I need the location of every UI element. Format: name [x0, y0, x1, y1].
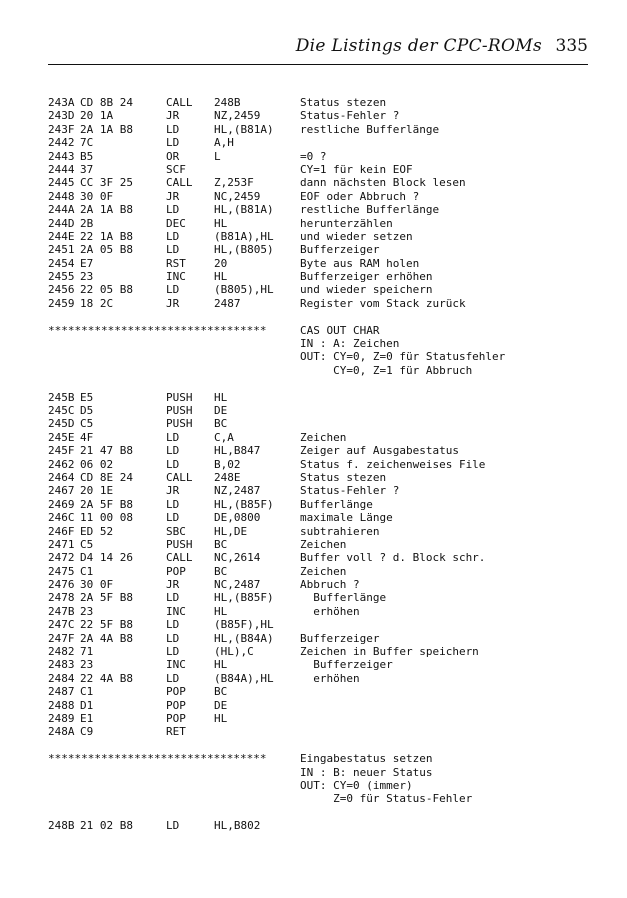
operand: NZ,2459 [214, 109, 261, 123]
mnemonic: LD [166, 122, 180, 136]
mnemonic: LD [166, 511, 180, 525]
mnemonic: LD [166, 136, 180, 150]
address: 2454 [48, 256, 75, 270]
mnemonic: RET [166, 725, 186, 739]
code-line [48, 565, 608, 578]
operand: NC,2459 [214, 189, 261, 203]
address: 245C [48, 403, 75, 417]
address: 248A [48, 725, 75, 739]
opcode-bytes: 21 47 B8 [80, 444, 133, 458]
code-line [48, 136, 608, 149]
operand: 2487 [214, 296, 241, 310]
mnemonic: LD [166, 819, 180, 833]
operand: DE,0800 [214, 511, 261, 525]
code-line [48, 96, 608, 109]
operand: BC [214, 564, 228, 578]
comment: dann nächsten Block lesen [300, 176, 466, 190]
code-line [48, 578, 608, 591]
code-line [48, 498, 608, 511]
operand: HL,B847 [214, 444, 261, 458]
heading-text: CY=0, Z=1 für Abbruch [300, 363, 473, 377]
mnemonic: LD [166, 243, 180, 257]
operand: HL [214, 216, 228, 230]
routine-description [48, 766, 608, 779]
page-number: 335 [555, 36, 588, 56]
mnemonic: POP [166, 564, 186, 578]
opcode-bytes: 2A 1A B8 [80, 203, 133, 217]
address: 2467 [48, 484, 75, 498]
operand: C,A [214, 430, 234, 444]
address: 244D [48, 216, 75, 230]
opcode-bytes: 2A 4A B8 [80, 631, 133, 645]
code-line [48, 511, 608, 524]
code-line [48, 176, 608, 189]
heading-text: OUT: CY=0, Z=0 für Statusfehler [300, 350, 506, 364]
address: 2462 [48, 457, 75, 471]
mnemonic: JR [166, 484, 180, 498]
opcode-bytes: 4F [80, 430, 94, 444]
address: 2488 [48, 698, 75, 712]
opcode-bytes: D4 14 26 [80, 551, 133, 565]
mnemonic: CALL [166, 176, 193, 190]
operand: BC [214, 417, 228, 431]
address: 247F [48, 631, 75, 645]
comment: und wieder speichern [300, 283, 433, 297]
operand: HL,(B805) [214, 243, 274, 257]
address: 2471 [48, 537, 75, 551]
comment: Zeichen [300, 537, 347, 551]
opcode-bytes: C5 [80, 537, 94, 551]
operand: NZ,2487 [214, 484, 261, 498]
address: 2448 [48, 189, 75, 203]
comment: Register vom Stack zurück [300, 296, 466, 310]
comment: Status stezen [300, 470, 387, 484]
mnemonic: JR [166, 109, 180, 123]
spacer [48, 310, 608, 323]
address: 2455 [48, 270, 75, 284]
comment: erhöhen [300, 671, 360, 685]
opcode-bytes: 21 02 B8 [80, 819, 133, 833]
opcode-bytes: 23 [80, 658, 94, 672]
operand: DE [214, 403, 228, 417]
opcode-bytes: 20 1E [80, 484, 114, 498]
operand: HL,(B84A) [214, 631, 274, 645]
comment: Bufferzeiger erhöhen [300, 270, 433, 284]
heading-text: IN : A: Zeichen [300, 337, 400, 351]
mnemonic: LD [166, 430, 180, 444]
opcode-bytes: CC 3F 25 [80, 176, 133, 190]
code-line [48, 391, 608, 404]
code-line [48, 458, 608, 471]
mnemonic: LD [166, 229, 180, 243]
comment: =0 ? [300, 149, 327, 163]
opcode-bytes: 20 1A [80, 109, 114, 123]
mnemonic: POP [166, 711, 186, 725]
heading-text: Z=0 für Status-Fehler [300, 792, 473, 806]
code-line [48, 404, 608, 417]
operand: A,H [214, 136, 234, 150]
address: 2444 [48, 162, 75, 176]
code-line [48, 123, 608, 136]
comment: Byte aus RAM holen [300, 256, 420, 270]
comment: Zeichen in Buffer speichern [300, 645, 479, 659]
operand: BC [214, 537, 228, 551]
mnemonic: PUSH [166, 403, 193, 417]
routine-heading [48, 752, 608, 765]
routine-description [48, 779, 608, 792]
comment: restliche Bufferlänge [300, 122, 440, 136]
code-line [48, 819, 608, 832]
operand: HL,B802 [214, 819, 261, 833]
opcode-bytes: ED 52 [80, 524, 114, 538]
code-line [48, 431, 608, 444]
address: 243D [48, 109, 75, 123]
operand: L [214, 149, 221, 163]
address: 243A [48, 96, 75, 109]
opcode-bytes: 71 [80, 645, 94, 659]
address: 2442 [48, 136, 75, 150]
address: 2456 [48, 283, 75, 297]
mnemonic: PUSH [166, 537, 193, 551]
opcode-bytes: 2A 5F B8 [80, 497, 133, 511]
comment: Status-Fehler ? [300, 484, 400, 498]
operand: B,02 [214, 457, 241, 471]
operand: HL [214, 658, 228, 672]
spacer [48, 377, 608, 390]
mnemonic: LD [166, 497, 180, 511]
heading-text: OUT: CY=0 (immer) [300, 778, 413, 792]
opcode-bytes: D5 [80, 403, 94, 417]
code-line [48, 699, 608, 712]
mnemonic: LD [166, 591, 180, 605]
address: 245D [48, 417, 75, 431]
opcode-bytes: 06 02 [80, 457, 114, 471]
comment: und wieder setzen [300, 229, 413, 243]
code-line [48, 672, 608, 685]
opcode-bytes: 23 [80, 604, 94, 618]
comment: Status-Fehler ? [300, 109, 400, 123]
code-line [48, 618, 608, 631]
code-line [48, 190, 608, 203]
opcode-bytes: E7 [80, 256, 94, 270]
comment: Zeichen [300, 564, 347, 578]
address: 2478 [48, 591, 75, 605]
mnemonic: JR [166, 189, 180, 203]
mnemonic: PUSH [166, 417, 193, 431]
assembly-listing [48, 96, 608, 832]
mnemonic: LD [166, 671, 180, 685]
address: 2482 [48, 645, 75, 659]
opcode-bytes: C5 [80, 417, 94, 431]
operand: HL [214, 711, 228, 725]
heading-text: Eingabestatus setzen [300, 752, 433, 766]
comment: EOF oder Abbruch ? [300, 189, 420, 203]
comment: maximale Länge [300, 511, 393, 525]
opcode-bytes: 22 05 B8 [80, 283, 133, 297]
mnemonic: LD [166, 283, 180, 297]
code-line [48, 283, 608, 296]
comment: Buffer voll ? d. Block schr. [300, 551, 486, 565]
mnemonic: INC [166, 270, 186, 284]
mnemonic: INC [166, 604, 186, 618]
code-line [48, 645, 608, 658]
address: 2451 [48, 243, 75, 257]
mnemonic: LD [166, 444, 180, 458]
code-line [48, 444, 608, 457]
code-line [48, 297, 608, 310]
code-line [48, 150, 608, 163]
mnemonic: CALL [166, 470, 193, 484]
opcode-bytes: 11 00 08 [80, 511, 133, 525]
code-line [48, 163, 608, 176]
operand: Z,253F [214, 176, 254, 190]
code-line [48, 551, 608, 564]
code-line [48, 525, 608, 538]
opcode-bytes: C1 [80, 564, 94, 578]
address: 2445 [48, 176, 75, 190]
address: 246C [48, 511, 75, 525]
comment: Bufferlänge [300, 497, 373, 511]
address: 2487 [48, 685, 75, 699]
address: 2484 [48, 671, 75, 685]
address: 2443 [48, 149, 75, 163]
opcode-bytes: 2A 1A B8 [80, 122, 133, 136]
code-line [48, 658, 608, 671]
opcode-bytes: 2A 05 B8 [80, 243, 133, 257]
address: 245B [48, 390, 75, 404]
operand: 248E [214, 470, 241, 484]
address: 244E [48, 229, 75, 243]
address: 2472 [48, 551, 75, 565]
operand: HL [214, 604, 228, 618]
operand: (HL),C [214, 645, 254, 659]
code-line [48, 538, 608, 551]
address: 2483 [48, 658, 75, 672]
comment: Zeichen [300, 430, 347, 444]
mnemonic: JR [166, 296, 180, 310]
address: 2469 [48, 497, 75, 511]
opcode-bytes: 7C [80, 136, 94, 150]
comment: subtrahieren [300, 524, 380, 538]
code-line [48, 685, 608, 698]
opcode-bytes: CD 8E 24 [80, 470, 133, 484]
operand: NC,2614 [214, 551, 261, 565]
code-line [48, 471, 608, 484]
mnemonic: JR [166, 578, 180, 592]
code-line [48, 605, 608, 618]
address: 247C [48, 618, 75, 632]
operand: DE [214, 698, 228, 712]
code-line [48, 725, 608, 738]
address: 2475 [48, 564, 75, 578]
mnemonic: RST [166, 256, 186, 270]
address: 248B [48, 819, 75, 833]
comment: Status f. zeichenweises File [300, 457, 486, 471]
comment: Bufferzeiger [300, 658, 393, 672]
opcode-bytes: D1 [80, 698, 94, 712]
mnemonic: LD [166, 457, 180, 471]
opcode-bytes: 30 0F [80, 578, 114, 592]
code-line [48, 632, 608, 645]
operand: (B81A),HL [214, 229, 274, 243]
code-line [48, 203, 608, 216]
opcode-bytes: 2A 5F B8 [80, 591, 133, 605]
routine-description [48, 792, 608, 805]
separator-stars: ********************************* [48, 752, 267, 766]
heading-text: CAS OUT CHAR [300, 323, 380, 337]
operand: HL [214, 390, 228, 404]
mnemonic: INC [166, 658, 186, 672]
mnemonic: SBC [166, 524, 186, 538]
operand: 20 [214, 256, 228, 270]
opcode-bytes: C9 [80, 725, 94, 739]
operand: (B85F),HL [214, 618, 274, 632]
address: 245F [48, 444, 75, 458]
mnemonic: OR [166, 149, 180, 163]
comment: Status stezen [300, 96, 387, 109]
separator-stars: ********************************* [48, 323, 267, 337]
address: 2459 [48, 296, 75, 310]
comment: CY=1 für kein EOF [300, 162, 413, 176]
operand: 248B [214, 96, 241, 109]
opcode-bytes: E5 [80, 390, 94, 404]
code-line [48, 243, 608, 256]
mnemonic: CALL [166, 551, 193, 565]
mnemonic: CALL [166, 96, 193, 109]
address: 2476 [48, 578, 75, 592]
opcode-bytes: 37 [80, 162, 94, 176]
code-line [48, 591, 608, 604]
opcode-bytes: C1 [80, 685, 94, 699]
code-line [48, 417, 608, 430]
opcode-bytes: 2B [80, 216, 94, 230]
spacer [48, 739, 608, 752]
address: 245E [48, 430, 75, 444]
code-line [48, 109, 608, 122]
code-line [48, 257, 608, 270]
comment: Bufferzeiger [300, 631, 380, 645]
operand: BC [214, 685, 228, 699]
comment: Bufferlänge [300, 591, 387, 605]
mnemonic: LD [166, 618, 180, 632]
code-line [48, 217, 608, 230]
opcode-bytes: 30 0F [80, 189, 114, 203]
page-header [48, 36, 588, 66]
page-title: Die Listings der CPC-ROMs [295, 36, 542, 56]
mnemonic: POP [166, 685, 186, 699]
address: 247B [48, 604, 75, 618]
operand: NC,2487 [214, 578, 261, 592]
mnemonic: POP [166, 698, 186, 712]
comment: Abbruch ? [300, 578, 360, 592]
operand: (B84A),HL [214, 671, 274, 685]
opcode-bytes: 22 5F B8 [80, 618, 133, 632]
mnemonic: DEC [166, 216, 186, 230]
operand: HL,(B85F) [214, 497, 274, 511]
address: 246F [48, 524, 75, 538]
routine-description [48, 350, 608, 363]
routine-heading [48, 324, 608, 337]
operand: HL,(B85F) [214, 591, 274, 605]
operand: HL,(B81A) [214, 203, 274, 217]
operand: HL [214, 270, 228, 284]
mnemonic: LD [166, 645, 180, 659]
operand: (B805),HL [214, 283, 274, 297]
mnemonic: PUSH [166, 390, 193, 404]
code-line [48, 712, 608, 725]
opcode-bytes: B5 [80, 149, 94, 163]
opcode-bytes: 23 [80, 270, 94, 284]
comment: erhöhen [300, 604, 360, 618]
operand: HL,(B81A) [214, 122, 274, 136]
address: 2464 [48, 470, 75, 484]
address: 243F [48, 122, 75, 136]
code-line [48, 230, 608, 243]
comment: Zeiger auf Ausgabestatus [300, 444, 459, 458]
opcode-bytes: 22 1A B8 [80, 229, 133, 243]
routine-description [48, 337, 608, 350]
address: 244A [48, 203, 75, 217]
code-line [48, 270, 608, 283]
opcode-bytes: E1 [80, 711, 94, 725]
comment: Bufferzeiger [300, 243, 380, 257]
mnemonic: SCF [166, 162, 186, 176]
heading-text: IN : B: neuer Status [300, 765, 433, 779]
comment: restliche Bufferlänge [300, 203, 440, 217]
code-line [48, 484, 608, 497]
header-rule [48, 64, 588, 65]
operand: HL,DE [214, 524, 248, 538]
opcode-bytes: 22 4A B8 [80, 671, 133, 685]
opcode-bytes: 18 2C [80, 296, 114, 310]
mnemonic: LD [166, 203, 180, 217]
mnemonic: LD [166, 631, 180, 645]
spacer [48, 806, 608, 819]
address: 2489 [48, 711, 75, 725]
opcode-bytes: CD 8B 24 [80, 96, 133, 109]
comment: herunterzählen [300, 216, 393, 230]
routine-description [48, 364, 608, 377]
